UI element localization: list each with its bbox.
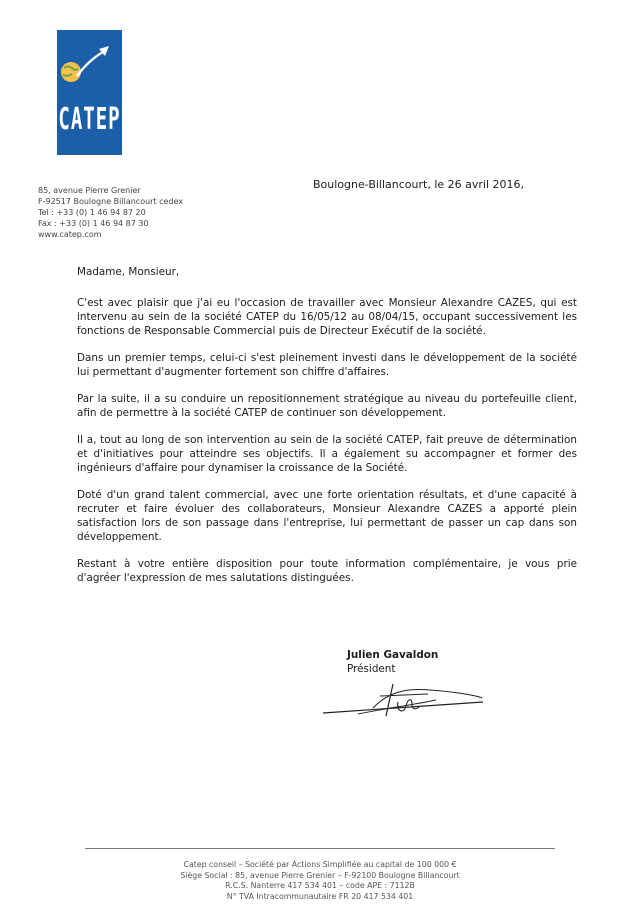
sender-address-line1: 85, avenue Pierre Grenier [38, 186, 141, 195]
footer-line1: Catep conseil – Société par Actions Simplifiée au capital de 100 000 € [183, 860, 457, 869]
place-date: Boulogne-Billancourt, le 26 avril 2016, [313, 178, 525, 191]
logo-subtitle: conseil [68, 169, 111, 178]
signer-title: Président [347, 663, 396, 675]
footer-divider [85, 848, 555, 849]
paragraph-2: Dans un premier temps, celui-ci s'est pleinement investi dans le développement de la société lui permettant d'augmenter fortement son chiffre d'affaires. [77, 352, 577, 378]
paragraph-5: Doté d'un grand talent commercial, avec une forte orientation résultats, et d'une capacité à recruter et faire évoluer des collaborateurs, Monsieur Alexandre CAZES a apporté plein satisfaction lors de son passage dans l'entreprise, lui permettant de passer un cap dans son développement. [77, 489, 577, 543]
sender-address-block [38, 185, 183, 240]
handwritten-signature [318, 678, 488, 723]
company-logo [57, 30, 122, 178]
footer-line3: R.C.S. Nanterre 417 534 401 – code APE : 7112B [225, 881, 415, 890]
footer-line4: N° TVA Intracommunautaire FR 20 417 534 401 [226, 891, 414, 901]
globe-with-arrow-icon [57, 30, 122, 102]
sender-address-line2: F-92517 Boulogne Billancourt cedex [38, 197, 184, 206]
salutation: Madame, Monsieur, [77, 266, 180, 278]
paragraph-4: Il a, tout au long de son intervention au sein de la société CATEP, fait preuve de détermination et d'initiatives pour atteindre ses objectifs. Il a également su accompagner et former des ingénieurs d'affaire pour dynamiser la croissance de la Société. [77, 434, 577, 474]
paragraph-3: Par la suite, il a su conduire un repositionnement stratégique au niveau du portefeuille client, afin de permettre à la société CATEP de continuer son développement. [77, 393, 577, 419]
sender-tel: Tel : +33 (0) 1 46 94 87 20 [38, 208, 146, 217]
footer-line2: Siège Social : 85, avenue Pierre Grenier – F-92100 Boulogne Billancourt [180, 870, 460, 880]
footer [80, 860, 560, 902]
letter-body [77, 265, 577, 598]
paragraph-6: Restant à votre entière disposition pour toute information complémentaire, je vous prie d'agréer l'expression de mes salutations distinguées. [77, 558, 577, 584]
sender-website: www.catep.com [38, 230, 102, 239]
signer-name: Julien Gavaldon [347, 649, 439, 661]
paragraph-1: C'est avec plaisir que j'ai eu l'occasion de travailler avec Monsieur Alexandre CAZES, qui est intervenu au sein de la société CATEP du 16/05/12 au 08/04/15, occupant successivement les fonctions de Responsable Commercial puis de Directeur Exécutif de la société. [77, 297, 577, 337]
sender-fax: Fax : +33 (0) 1 46 94 87 30 [38, 219, 149, 228]
logo-wordmark: CATEP [58, 102, 121, 138]
signer-block [347, 648, 438, 676]
